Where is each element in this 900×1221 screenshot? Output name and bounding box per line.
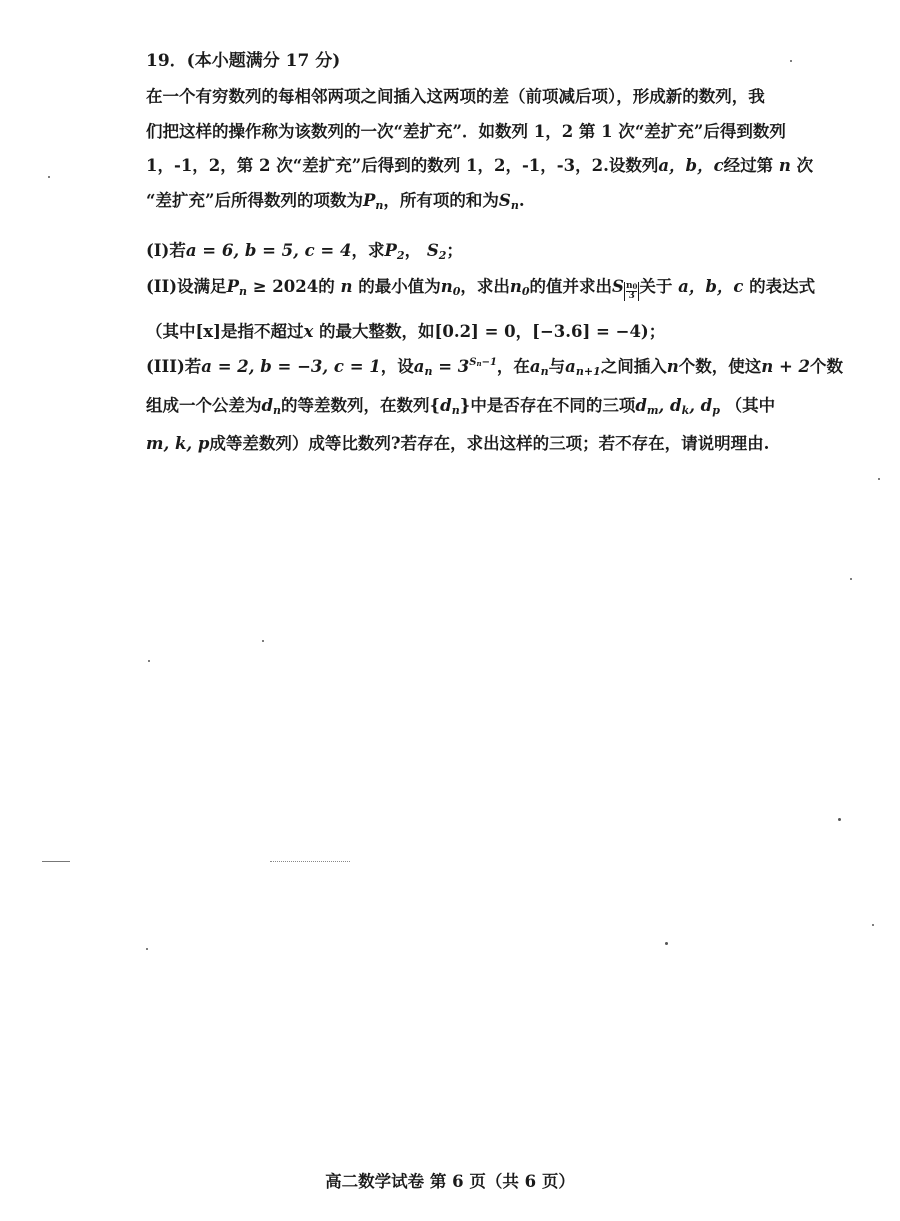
question-heading: 19．(本小题满分 17 分) xyxy=(146,51,341,71)
part-2: (II)设满足$P_n \ge 2024$的 n 的最小值为$n_0$，求出$n_0$的值并求出S $\frac{n_0}{3}$关于 a，b，c 的表达式 （其中[x]是指不超过x 的最大整数，如[0.2] = 0，[−3.6] = −4)； xyxy=(146,277,816,341)
intro-line-3: 1，-1，2，第 2 次“差扩充”后得到的数列 1，2，-1，-3，2.设数列a，b，c经过第 n 次 xyxy=(146,156,814,175)
intro-line-2: 们把这样的操作称为该数列的一次“差扩充”．如数列 1，2 第 1 次“差扩充”后得到数列 xyxy=(146,121,786,141)
floor-fraction: $\frac{n_0}{3}$ xyxy=(625,281,638,301)
part-3: (III)若a = 2, b = −3, c = 1，设$a_n = 3^{S_n-1}$，在$a_n$与$a_{n+1}$之间插入n个数，使这n + 2个数 组成一个公差为$d_n$的等差数列，在数列$\{d_n\}$中是否存在不同的三项$d_m$, $d_k$, $d_p$ （其中 m, k, p成等差数列）成等比数列?若存在，求出这样的三项；若不存在，请说明理由. xyxy=(146,357,843,453)
scan-speck xyxy=(878,478,880,480)
intro-line-1: 在一个有穷数列的每相邻两项之间插入这两项的差（前项减后项），形成新的数列，我 xyxy=(146,87,765,106)
scan-speck xyxy=(838,818,841,821)
scan-speck xyxy=(48,176,50,178)
intro-line-4: “差扩充”后所得数列的项数为$P_n$，所有项的和为$S_n$. xyxy=(146,190,525,212)
part-1: (I)若a = 6, b = 5, c = 4，求$P_2$， $S_2$； xyxy=(146,241,463,262)
page-footer: 高二数学试卷 第 6 页（共 6 页） xyxy=(325,1172,575,1191)
question-intro xyxy=(146,80,840,218)
scan-streak xyxy=(42,861,70,862)
scan-speck xyxy=(790,60,792,62)
scan-streak xyxy=(270,861,350,863)
scan-speck xyxy=(262,640,264,642)
scan-speck xyxy=(148,660,150,662)
scan-speck xyxy=(850,578,852,580)
scan-speck xyxy=(665,942,668,945)
scan-speck xyxy=(872,924,874,926)
scan-speck xyxy=(146,948,148,950)
